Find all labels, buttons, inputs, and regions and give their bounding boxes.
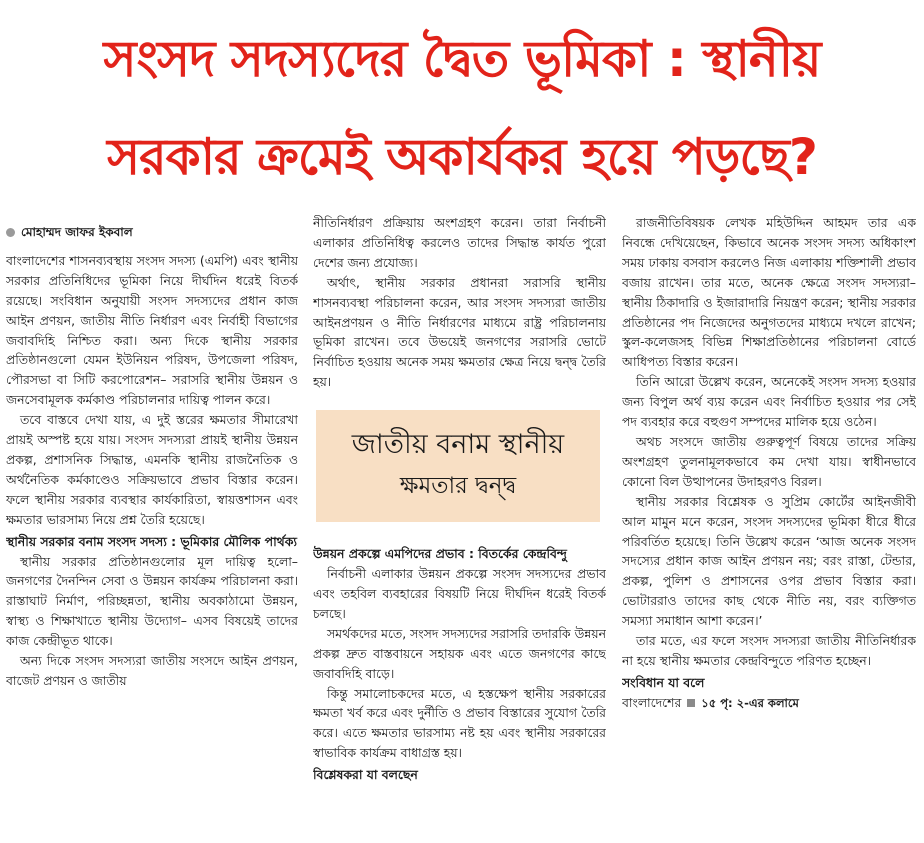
continuation-text: বাংলাদেশের bbox=[622, 694, 682, 710]
bullet-icon bbox=[6, 228, 15, 237]
pull-quote-line-2: ক্ষমতার দ্বন্দ্ব bbox=[399, 473, 517, 500]
headline-line-2: সরকার ক্রমেই অকার্যকর হয়ে পড়ছে? bbox=[107, 128, 817, 186]
subheading: স্থানীয় সরকার বনাম সংসদ সদস্য : ভূমিকার মৌলিক পার্থক্য bbox=[6, 533, 297, 549]
paragraph: অর্থাৎ, স্থানীয় সরকার প্রধানরা সরাসরি স্থানীয় শাসনব্যবস্থা পরিচালনা করেন, আর সংসদ সদস্যরা জাতীয় আইনপ্রণয়ন ও নীতি নির্ধারণের মাধ্যমে রাষ্ট্র পরিচালনায় ভূমিকা রাখেন। তবে উভয়েই জনগণের সরাসরি ভোটে নির্বাচিত হওয়ায় অনেক সময় ক্ষমতার ক্ষেত্র নিয়ে দ্বন্দ্ব তৈরি হয়। bbox=[313, 274, 606, 390]
paragraph: তার মতে, এর ফলে সংসদ সদস্যরা জাতীয় নীতিনির্ধারক না হয়ে স্থানীয় ক্ষমতার কেন্দ্রবিন্দুতে পরিণত হচ্ছেন। bbox=[622, 633, 916, 668]
subheading: সংবিধান যা বলে bbox=[622, 674, 705, 690]
subheading: উন্নয়ন প্রকল্পে এমপিদের প্রভাব : বিতর্কের কেন্দ্রবিন্দু bbox=[313, 546, 567, 562]
paragraph: সমর্থকদের মতে, সংসদ সদস্যদের সরাসরি তদারকি উন্নয়ন প্রকল্প দ্রুত বাস্তবায়নে সহায়ক এবং এতে জনগণের কাছে জবাবদিহি বাড়ে। bbox=[313, 625, 606, 681]
paragraph: রাজনীতিবিষয়ক লেখক মহিউদ্দিন আহমদ তার এক নিবন্ধে দেখিয়েছেন, কিভাবে অনেক সংসদ সদস্য অধিকাংশ সময় ঢাকায় বসবাস করলেও নিজ এলাকায় শক্তিশালী প্রভাব বজায় রাখেন। তার মতে, অনেক ক্ষেত্রে সংসদ সদস্যরা– স্থানীয় ঠিকাদারি ও ইজারাদারি নিয়ন্ত্রণ করেন; স্থানীয় সরকার প্রতিষ্ঠানের পদ নিজেদের অনুগতদের মাধ্যমে দখলে রাখেন; স্কুল-কলেজসহ বিভিন্ন শিক্ষাপ্রতিষ্ঠানের পরিচালনা বোর্ডে আধিপত্য বিস্তার করেন। bbox=[622, 215, 916, 370]
pull-quote-line-1: জাতীয় বনাম স্থানীয় bbox=[351, 429, 565, 461]
paragraph: তিনি আরো উল্লেখ করেন, অনেকেই সংসদ সদস্য হওয়ার জন্য বিপুল অর্থ ব্যয় করেন এবং নির্বাচিত হওয়ার পর সেই পদ ব্যবহার করে বহুগুণ সম্পদের মালিক হয়ে ওঠেন। bbox=[622, 374, 916, 430]
article-column-1 bbox=[6, 213, 298, 837]
paragraph: অন্য দিকে সংসদ সদস্যরা জাতীয় সংসদে আইন প্রণয়ন, বাজেট প্রণয়ন ও জাতীয় bbox=[6, 653, 298, 688]
paragraph: নির্বাচনী এলাকার উন্নয়ন প্রকল্পে সংসদ সদস্যদের প্রভাব এবং তহবিল ব্যবহারের বিষয়টি নিয়ে দীর্ঘদিন ধরেই বিতর্ক চলছে। bbox=[313, 566, 606, 621]
pull-quote-area bbox=[313, 392, 606, 542]
article-column-3 bbox=[622, 213, 916, 837]
pull-quote-box bbox=[316, 410, 600, 522]
paragraph: অথচ সংসদে জাতীয় গুরুত্বপূর্ণ বিষয়ে তাদের সক্রিয় অংশগ্রহণ তুলনামূলকভাবে কম দেখা যায়। স্বাধীনভাবে কোনো বিল উত্থাপনের উদাহরণও বিরল। bbox=[622, 433, 916, 489]
byline bbox=[6, 223, 298, 243]
paragraph: বাংলাদেশের শাসনব্যবস্থায় সংসদ সদস্য (এমপি) এবং স্থানীয় সরকার প্রতিনিধিদের ভূমিকা নিয়ে দীর্ঘদিন ধরেই বিতর্ক রয়েছে। সংবিধান অনুযায়ী সংসদ সদস্যদের প্রধান কাজ আইন প্রণয়ন, জাতীয় নীতি নির্ধারণ এবং নির্বাহী বিভাগের জবাবদিহি নিশ্চিত করা। অন্য দিকে স্থানীয় সরকার প্রতিষ্ঠানগুলো যেমন ইউনিয়ন পরিষদ, উপজেলা পরিষদ, পৌরসভা বা সিটি করপোরেশন– সরাসরি স্থানীয় উন্নয়ন ও জনসেবামূলক কর্মকাণ্ড পরিচালনার দায়িত্ব পালন করে। bbox=[6, 252, 298, 408]
square-icon bbox=[687, 699, 695, 707]
paragraph: স্থানীয় সরকার বিশ্লেষক ও সুপ্রিম কোর্টের আইনজীবী আল মামুন মনে করেন, সংসদ সদস্যদের ভূমিকা ধীরে ধীরে পরিবর্তিত হয়েছে। তিনি উল্লেখ করেন ‘আজ অনেক সংসদ সদস্যের প্রধান কাজ আইন প্রণয়ন নয়; বরং রাস্তা, টেন্ডার, প্রকল্প, পুলিশ ও প্রশাসনের ওপর প্রভাব বিস্তার করা। ভোটাররাও তাদের কাছ থেকে নীতি নয়, বরং ব্যক্তিগত সমস্যা সমাধান আশা করেন।’ bbox=[622, 493, 916, 629]
paragraph: নীতিনির্ধারণ প্রক্রিয়ায় অংশগ্রহণ করেন। তারা নির্বাচনী এলাকার প্রতিনিধিত্ব করলেও তাদের সিদ্ধান্ত কার্যত পুরো দেশের জন্য প্রযোজ্য। bbox=[313, 215, 606, 270]
subheading: বিশ্লেষকরা যা বলছেন bbox=[313, 767, 418, 783]
headline-line-1: সংসদ সদস্যদের দ্বৈত ভূমিকা : স্থানীয় bbox=[103, 30, 821, 88]
author-name: মোহাম্মদ জাফর ইকবাল bbox=[21, 225, 133, 239]
paragraph: কিন্তু সমালোচকদের মতে, এ হস্তক্ষেপ স্থানীয় সরকারের ক্ষমতা খর্ব করে এবং দুর্নীতি ও প্রভাব বিস্তারের সুযোগ তৈরি করে। এতে ক্ষমতার ভারসাম্য নষ্ট হয় এবং স্থানীয় সরকারের স্বাভাবিক কার্যক্রম বাধাগ্রস্ত হয়। bbox=[313, 685, 606, 761]
paragraph: তবে বাস্তবে দেখা যায়, এ দুই স্তরের ক্ষমতার সীমারেখা প্রায়ই অস্পষ্ট হয়ে যায়। সংসদ সদস্যরা প্রায়ই স্থানীয় উন্নয়ন প্রকল্প, প্রশাসনিক সিদ্ধান্ত, এমনকি স্থানীয় রাজনৈতিক ও অর্থনৈতিক কর্মকাণ্ডেও সক্রিয়ভাবে প্রভাব বিস্তার করেন। ফলে স্থানীয় সরকার ব্যবস্থার কার্যকারিতা, স্বায়ত্তশাসন এবং ক্ষমতার ভারসাম্য নিয়ে প্রশ্ন তৈরি হয়েছে। bbox=[6, 412, 298, 527]
article-column-2 bbox=[313, 213, 606, 837]
headline bbox=[0, 0, 924, 205]
continuation-reference: ১৫ পৃ: ২-এর কলামে bbox=[701, 695, 799, 710]
continuation-line bbox=[622, 693, 916, 714]
paragraph: স্থানীয় সরকার প্রতিষ্ঠানগুলোর মূল দায়িত্ব হলো– জনগণের দৈনন্দিন সেবা ও উন্নয়ন কার্যক্রম পরিচালনা করা। রাস্তাঘাট নির্মাণ, পরিচ্ছন্নতা, স্থানীয় অবকাঠামো উন্নয়ন, স্বাস্থ্য ও শিক্ষাখাতে স্থানীয় উদ্যোগ– এসব বিষয়েই তাদের কাজ কেন্দ্রীভূত থাকে। bbox=[6, 553, 298, 649]
